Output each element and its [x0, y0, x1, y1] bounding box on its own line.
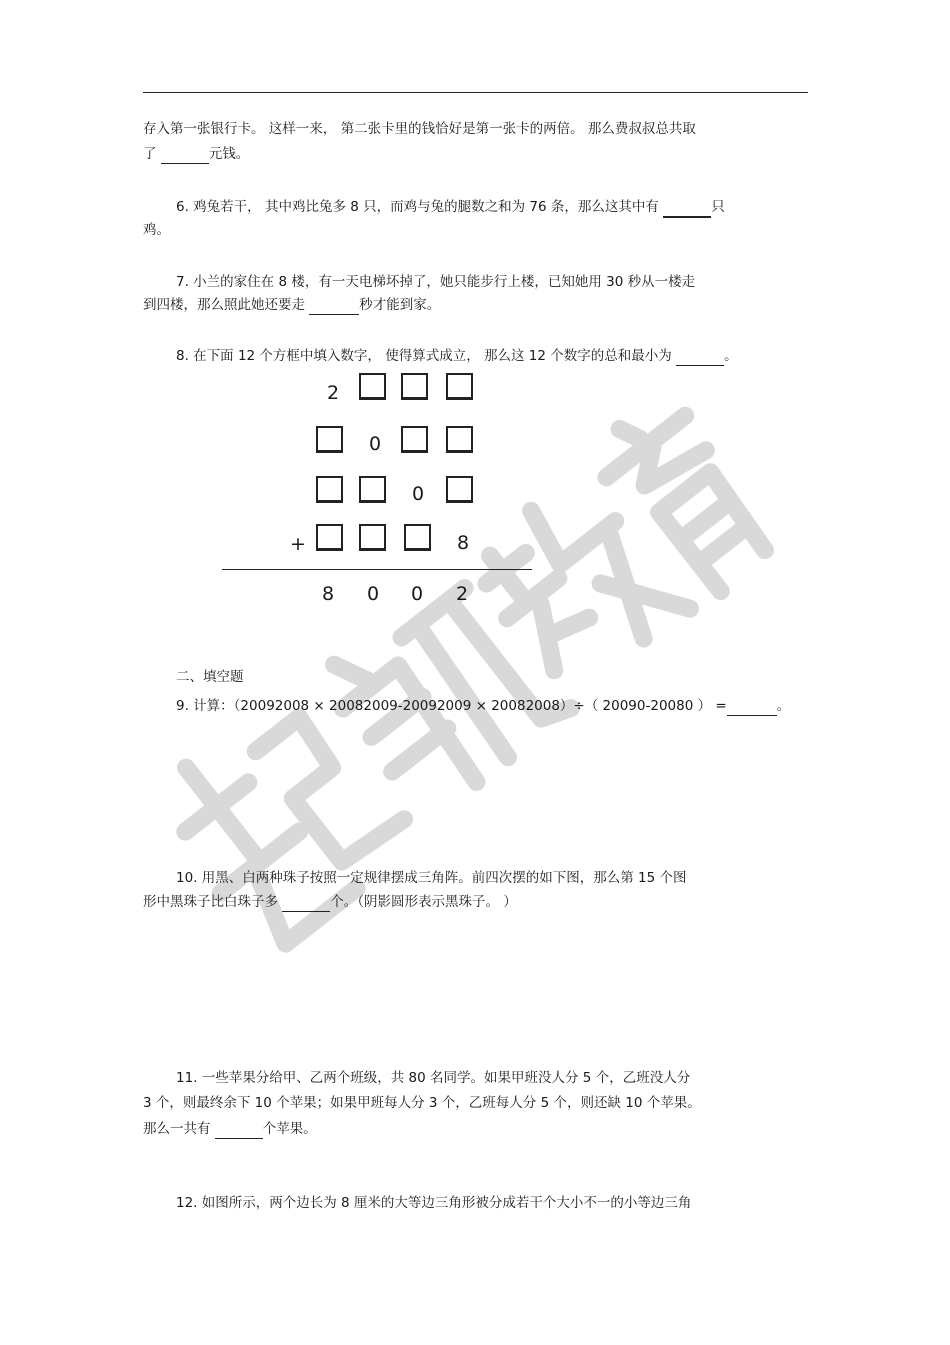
q11-line2: 3 个，则最终余下 10 个苹果；如果甲班每人分 3 个，乙班每人分 5 个，则还缺 10 个苹果。 — [143, 1095, 701, 1111]
digit-box[interactable] — [316, 476, 343, 503]
digit-box[interactable] — [359, 524, 386, 551]
digit-box[interactable] — [446, 476, 473, 503]
digit-box[interactable] — [359, 476, 386, 503]
answer-blank[interactable] — [727, 697, 777, 716]
plus-sign: + — [290, 533, 306, 555]
q7-line2-pre: 到四楼，那么照此她还要走 — [143, 297, 310, 313]
q7-line2-post: 秒才能到家。 — [359, 297, 441, 313]
answer-blank[interactable] — [215, 1120, 263, 1139]
digit-0: 0 — [412, 483, 425, 505]
result-digit: 0 — [411, 583, 424, 605]
q11-line1: 11. 一些苹果分给甲、乙两个班级，共 80 名同学。如果甲班没人分 5 个，乙班没人分 — [176, 1070, 691, 1086]
q7-line2 — [143, 296, 440, 315]
q10-line2-post: 个。（阴影圆形表示黑珠子。 ） — [330, 894, 517, 910]
section-title: 二、填空题 — [176, 669, 244, 685]
q5-line2-post: 元钱。 — [208, 146, 250, 162]
q7-line1: 7. 小兰的家住在 8 楼，有一天电梯坏掉了，她只能步行上楼，已知她用 30 秒从一楼走 — [176, 274, 696, 290]
q5-line1: 存入第一张银行卡。 这样一来， 第二张卡里的钱恰好是第一张卡的两倍。 那么费叔叔总共取 — [143, 121, 696, 137]
digit-box[interactable] — [316, 426, 343, 453]
q11-line3 — [143, 1120, 317, 1139]
q6-line1-pre: 6. 鸡兔若干， 其中鸡比兔多 8 只，而鸡与兔的腿数之和为 76 条，那么这其中有 — [176, 199, 664, 215]
q11-line3-pre: 那么一共有 — [143, 1121, 215, 1137]
q6-line1-post: 只 — [711, 199, 725, 215]
answer-blank[interactable] — [663, 198, 711, 218]
digit-box[interactable] — [401, 373, 428, 400]
q5-line2-pre: 了 — [143, 146, 161, 162]
q10-line2 — [143, 893, 517, 912]
q10-line2-pre: 形中黑珠子比白珠子多 — [143, 894, 283, 910]
q9-text-pre: 9. 计算：（20092008 × 20082009-20092009 × 20082008）÷（ 20090-20080 ） = — [176, 698, 727, 714]
digit-8: 8 — [457, 532, 470, 554]
digit-box[interactable] — [359, 373, 386, 400]
result-digit: 0 — [367, 583, 380, 605]
result-digit: 8 — [322, 583, 335, 605]
sum-line — [222, 569, 532, 570]
digit-0: 0 — [369, 433, 382, 455]
q9-text-post: 。 — [776, 698, 791, 714]
digit-box[interactable] — [401, 426, 428, 453]
result-digit: 2 — [456, 583, 469, 605]
digit-2: 2 — [327, 382, 340, 404]
answer-blank[interactable] — [282, 893, 330, 912]
q8-text — [176, 347, 738, 366]
q12-line1: 12. 如图所示，两个边长为 8 厘米的大等边三角形被分成若干个大小不一的小等边三角 — [176, 1195, 692, 1211]
q9-text — [176, 697, 790, 716]
header-rule — [143, 92, 808, 93]
q10-line1: 10. 用黑、白两种珠子按照一定规律摆成三角阵。前四次摆的如下图，那么第 15 个图 — [176, 870, 687, 886]
q6-line1 — [176, 198, 725, 218]
q8-text-pre: 8. 在下面 12 个方框中填入数字， 使得算式成立， 那么这 12 个数字的总和最小为 — [176, 348, 677, 364]
digit-box[interactable] — [316, 524, 343, 551]
digit-box[interactable] — [446, 373, 473, 400]
answer-blank[interactable] — [676, 347, 724, 366]
q6-line2: 鸡。 — [143, 222, 170, 238]
q8-text-post: 。 — [724, 348, 738, 364]
digit-box[interactable] — [446, 426, 473, 453]
digit-box[interactable] — [404, 524, 431, 551]
answer-blank[interactable] — [309, 296, 359, 315]
answer-blank[interactable] — [161, 145, 209, 164]
q11-line3-post: 个苹果。 — [262, 1121, 317, 1137]
q5-line2 — [143, 145, 249, 164]
